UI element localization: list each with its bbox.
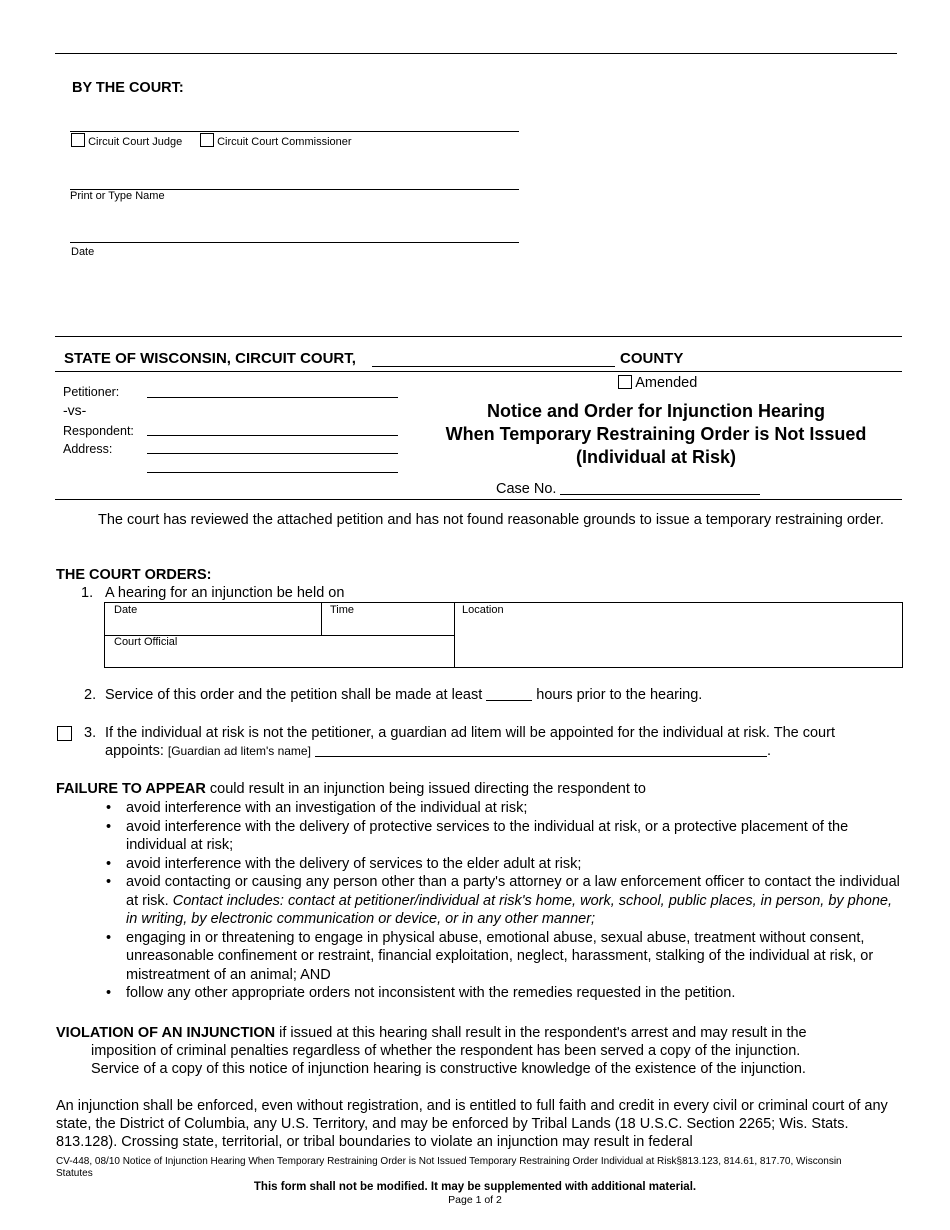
violation-line-2: imposition of criminal penalties regardless of whether the respondent has been served a copy of the injunction.: [91, 1043, 801, 1059]
hearing-time-label: Time: [330, 604, 355, 616]
order-3-checkbox[interactable]: [57, 726, 72, 741]
amended-option[interactable]: [618, 375, 697, 391]
case-number: [496, 481, 760, 497]
by-court-heading: BY THE COURT:: [72, 80, 184, 96]
table-divider: [321, 603, 322, 635]
petitioner-line[interactable]: [147, 397, 398, 398]
failure-bold: FAILURE TO APPEAR: [56, 781, 206, 797]
guardian-placeholder: [Guardian ad litem's name]: [167, 744, 311, 758]
judge-label: Circuit Court Judge: [88, 136, 183, 148]
failure-bullet-list: [56, 799, 901, 1003]
print-name-label: Print or Type Name: [70, 190, 165, 202]
hearing-date-label: Date: [114, 604, 138, 616]
hours-line[interactable]: [486, 700, 532, 701]
title-line-3: (Individual at Risk): [575, 447, 737, 467]
hearing-table: [104, 602, 903, 668]
bullet-item: • avoid interference with the delivery of protective services to the individual at risk, or a protective placement of the individual at risk;: [56, 818, 901, 855]
address-line-1[interactable]: [147, 453, 398, 454]
title-line-1: Notice and Order for Injunction Hearing: [486, 401, 826, 421]
enforcement-paragraph: An injunction shall be enforced, even without registration, and is entitled to full faith and credit in every civil or criminal court of any state, the District of Columbia, any U.S. Territory, and may be enforced by Tribal Lands (18 U.S.C. Section 2265; Wis. Stats. 813.128). Crossing state, territorial, or tribal boundaries to violate an injunction may result in federal: [56, 1098, 888, 1150]
order-3-option[interactable]: [57, 726, 72, 743]
address-label: Address:: [63, 442, 113, 456]
state-court-label: STATE OF WISCONSIN, CIRCUIT COURT,: [64, 350, 356, 367]
respondent-label: Respondent:: [63, 424, 134, 438]
signature-line: [70, 131, 519, 132]
failure-rest: could result in an injunction being issued directing the respondent to: [205, 781, 646, 797]
amended-checkbox[interactable]: [618, 375, 632, 389]
caption-bottom-rule: [55, 499, 902, 500]
hearing-location-label: Location: [462, 604, 504, 616]
order-3-line-1: If the individual at risk is not the petitioner, a guardian ad litem will be appointed for the individual at risk. The court: [105, 725, 835, 741]
order-1-number: 1.: [81, 585, 94, 601]
county-label: COUNTY: [620, 350, 684, 367]
bullet-item: • engaging in or threatening to engage in physical abuse, emotional abuse, sexual abuse, treatment without consent, unreasonable confinement or restraint, financial exploitation, neglect, harassment, stalking of the individual at risk, or mistreatment of an animal; AND: [56, 929, 901, 985]
order-2-text-before: Service of this order and the petition shall be made at least: [105, 687, 483, 703]
order-3-line-2: [105, 743, 771, 759]
bullet-item: [56, 873, 901, 929]
commissioner-label: Circuit Court Commissioner: [217, 136, 352, 148]
form-id: CV-448, 08/10 Notice of Injunction Hearing When Temporary Restraining Order is Not Issued Temporary Restraining Order Individual at Risk§813.123, 814.61, 817.70, Wisconsin Statutes: [56, 1156, 842, 1179]
form-title: [400, 400, 912, 469]
violation-line-1: if issued at this hearing shall result in the respondent's arrest and may result in the: [275, 1025, 807, 1041]
title-line-2: When Temporary Restraining Order is Not Issued: [445, 424, 867, 444]
order-2-text-after: hours prior to the hearing.: [536, 687, 703, 703]
county-name-line[interactable]: [372, 366, 615, 367]
bullet-item: • follow any other appropriate orders not inconsistent with the remedies requested in the petition.: [56, 984, 901, 1003]
case-no-label: Case No.: [496, 481, 557, 497]
caption-mid-rule: [55, 371, 902, 372]
order-2: [105, 687, 702, 703]
failure-to-appear-heading: [56, 781, 646, 797]
vs-label: -vs-: [63, 402, 87, 418]
date-line[interactable]: [70, 242, 519, 243]
amended-label: Amended: [635, 375, 698, 391]
order-3-number: 3.: [84, 725, 97, 741]
violation-line-3: Service of a copy of this notice of injunction hearing is constructive knowledge of the existence of the injunction.: [91, 1061, 806, 1077]
order-1-text: A hearing for an injunction be held on: [105, 585, 345, 601]
judge-option[interactable]: [71, 133, 182, 148]
top-rule: [55, 53, 897, 54]
intro-paragraph: The court has reviewed the attached petition and has not found reasonable grounds to issue a temporary restraining order.: [98, 512, 884, 528]
judge-checkbox[interactable]: [71, 133, 85, 147]
appoints-label: appoints:: [105, 743, 164, 759]
table-divider: [454, 603, 455, 667]
orders-heading: THE COURT ORDERS:: [56, 567, 212, 583]
order-3-period: .: [766, 743, 771, 759]
commissioner-option[interactable]: [200, 133, 352, 148]
address-line-2[interactable]: [147, 472, 398, 473]
order-2-number: 2.: [84, 687, 97, 703]
caption-top-rule: [55, 336, 902, 337]
footer-notice: This form shall not be modified. It may be supplemented with additional material.: [253, 1181, 697, 1193]
court-official-label: Court Official: [114, 636, 178, 648]
case-no-line[interactable]: [560, 494, 760, 495]
bullet-item: • avoid interference with an investigation of the individual at risk;: [56, 799, 901, 818]
respondent-line[interactable]: [147, 435, 398, 436]
violation-paragraph: [56, 1024, 807, 1078]
violation-bold: VIOLATION OF AN INJUNCTION: [56, 1025, 276, 1041]
bullet-item: • avoid interference with the delivery of services to the elder adult at risk;: [56, 855, 901, 874]
commissioner-checkbox[interactable]: [200, 133, 214, 147]
petitioner-label: Petitioner:: [63, 385, 120, 399]
guardian-name-line[interactable]: [315, 756, 767, 757]
page-number: Page 1 of 2: [448, 1194, 502, 1206]
bullet-italic: Contact includes: contact at petitioner/individual at risk's home, work, school, public places, in person, by phone, in writing, by electronic communication or device, or in any other manner;: [126, 892, 893, 927]
date-label: Date: [71, 246, 95, 258]
bullet-plain: avoid contacting or causing any person other than a party's attorney or a law enforcement officer to contact the individual at risk.: [126, 874, 900, 909]
